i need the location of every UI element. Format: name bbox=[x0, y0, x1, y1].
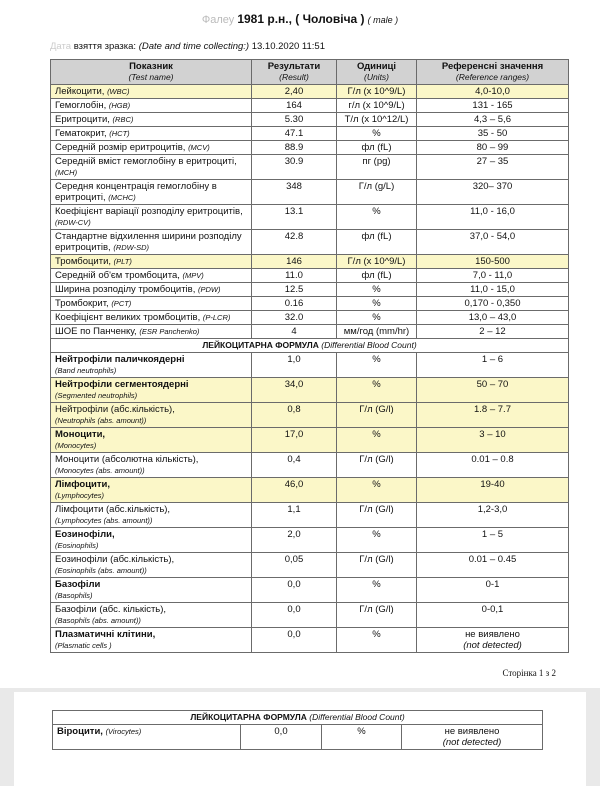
units: Г/л (g/L) bbox=[337, 180, 417, 205]
units: Г/л (G/l) bbox=[337, 603, 417, 628]
units: % bbox=[337, 127, 417, 141]
test-name: Середній вміст гемоглобіну в еритроциті, (MCH) bbox=[51, 155, 252, 180]
result-value: 17,0 bbox=[252, 428, 337, 453]
result-value: 11.0 bbox=[252, 269, 337, 283]
result-value: 0,0 bbox=[252, 628, 337, 653]
units: мм/год (mm/hr) bbox=[337, 325, 417, 339]
patient-name-redacted: Фалеу bbox=[201, 14, 235, 26]
birth-sex: 1981 р.н., ( Чоловіча ) bbox=[237, 12, 365, 26]
units: Г/л (G/l) bbox=[337, 403, 417, 428]
test-name: Базофіли (абс. кількість), (Basophils (abs. amount)) bbox=[51, 603, 252, 628]
table-row bbox=[51, 255, 569, 269]
result-value: 1,0 bbox=[252, 353, 337, 378]
reference-range: 131 - 165 bbox=[417, 99, 569, 113]
units: % bbox=[337, 478, 417, 503]
table-row bbox=[51, 403, 569, 428]
table-header bbox=[51, 60, 569, 85]
section-header: ЛЕЙКОЦИТАРНА ФОРМУЛА (Differential Blood Count) bbox=[53, 711, 543, 725]
test-name: Нейтрофіли паличкоядерні (Band neutrophils) bbox=[51, 353, 252, 378]
patient-line bbox=[0, 12, 600, 26]
test-name: Гематокрит, (HCT) bbox=[51, 127, 252, 141]
reference-range: 13,0 – 43,0 bbox=[417, 311, 569, 325]
table-row bbox=[51, 180, 569, 205]
table-row bbox=[51, 205, 569, 230]
units: фл (fL) bbox=[337, 141, 417, 155]
table-row bbox=[51, 603, 569, 628]
result-value: 348 bbox=[252, 180, 337, 205]
result-value: 1,1 bbox=[252, 503, 337, 528]
reference-range: 27 – 35 bbox=[417, 155, 569, 180]
units: % bbox=[337, 205, 417, 230]
units: % bbox=[337, 353, 417, 378]
result-value: 0,0 bbox=[252, 578, 337, 603]
test-name: Лімфоцити (абс.кількість), (Lymphocytes (abs. amount)) bbox=[51, 503, 252, 528]
units: Г/л (х 10^9/L) bbox=[337, 255, 417, 269]
reference-range: 11,0 - 16,0 bbox=[417, 205, 569, 230]
table-row bbox=[51, 297, 569, 311]
table-row: Віроцити, (Virocytes) 0,0 % не виявлено (not detected) bbox=[53, 725, 543, 750]
test-name: Нейтрофіли (абс.кількість), (Neutrophils (abs. amount)) bbox=[51, 403, 252, 428]
units: Г/л (G/l) bbox=[337, 503, 417, 528]
table-row bbox=[51, 283, 569, 297]
test-name: Базофіли (Basophils) bbox=[51, 578, 252, 603]
result-value: 46,0 bbox=[252, 478, 337, 503]
test-name: Середній розмір еритроцитів, (MCV) bbox=[51, 141, 252, 155]
col-units: Одиниці (Units) bbox=[337, 60, 417, 85]
col-test-name: Показник (Test name) bbox=[51, 60, 252, 85]
result-value: 0,05 bbox=[252, 553, 337, 578]
reference-range: 4,0-10,0 bbox=[417, 85, 569, 99]
result-value: 4 bbox=[252, 325, 337, 339]
test-name: Гемоглобін, (HGB) bbox=[51, 99, 252, 113]
table-row bbox=[51, 428, 569, 453]
collection-date-line: Дата взяття зразка: (Date and time collecting:) 13.10.2020 11:51 bbox=[50, 41, 325, 52]
result-value: 146 bbox=[252, 255, 337, 269]
result-value: 47.1 bbox=[252, 127, 337, 141]
table-row bbox=[51, 578, 569, 603]
result-value: 2,0 bbox=[252, 528, 337, 553]
table-row bbox=[51, 127, 569, 141]
units: % bbox=[337, 428, 417, 453]
table-row bbox=[51, 478, 569, 503]
reference-range: 7,0 - 11,0 bbox=[417, 269, 569, 283]
reference-range: 19-40 bbox=[417, 478, 569, 503]
units: % bbox=[337, 578, 417, 603]
units: % bbox=[337, 378, 417, 403]
col-reference: Референсні значення (Reference ranges) bbox=[417, 60, 569, 85]
table-row bbox=[51, 141, 569, 155]
col-result: Результати (Result) bbox=[252, 60, 337, 85]
test-name: Тромбоцити, (PLT) bbox=[51, 255, 252, 269]
page-number: Сторінка 1 з 2 bbox=[502, 668, 556, 678]
table-row bbox=[51, 553, 569, 578]
reference-range: 35 - 50 bbox=[417, 127, 569, 141]
table-row bbox=[51, 503, 569, 528]
reference-range: 320– 370 bbox=[417, 180, 569, 205]
units: % bbox=[337, 297, 417, 311]
test-name: Еритроцити, (RBC) bbox=[51, 113, 252, 127]
reference-range: 11,0 - 15,0 bbox=[417, 283, 569, 297]
result-value: 0,0 bbox=[252, 603, 337, 628]
units: Г/л (G/l) bbox=[337, 453, 417, 478]
test-name: Середня концентрація гемоглобіну в еритроциті, (MCHC) bbox=[51, 180, 252, 205]
units: фл (fL) bbox=[337, 230, 417, 255]
collection-date: 13.10.2020 11:51 bbox=[251, 41, 325, 52]
test-name: Лейкоцити, (WBC) bbox=[51, 85, 252, 99]
result-value: 42.8 bbox=[252, 230, 337, 255]
test-name: Коефіцієнт варіації розподілу еритроцитів, (RDW-CV) bbox=[51, 205, 252, 230]
reference-range: 0-1 bbox=[417, 578, 569, 603]
units: Г/л (х 10^9/L) bbox=[337, 85, 417, 99]
test-name: Тромбокрит, (PCT) bbox=[51, 297, 252, 311]
result-value: 30.9 bbox=[252, 155, 337, 180]
result-value: 0,4 bbox=[252, 453, 337, 478]
reference-range: 1,2-3,0 bbox=[417, 503, 569, 528]
test-name: Плазматичні клітини, (Plasmatic cells ) bbox=[51, 628, 252, 653]
result-value: 0,8 bbox=[252, 403, 337, 428]
reference-range: не виявлено (not detected) bbox=[417, 628, 569, 653]
test-name: Коефіцієнт великих тромбоцитів, (P-LCR) bbox=[51, 311, 252, 325]
units: фл (fL) bbox=[337, 269, 417, 283]
result-value: 12.5 bbox=[252, 283, 337, 297]
sex-en: ( male ) bbox=[367, 15, 399, 25]
table-row bbox=[51, 628, 569, 653]
reference-range: 3 – 10 bbox=[417, 428, 569, 453]
units: % bbox=[337, 283, 417, 297]
table-row bbox=[51, 528, 569, 553]
table-row bbox=[51, 99, 569, 113]
reference-range: 0.01 – 0.8 bbox=[417, 453, 569, 478]
reference-range: 0-0,1 bbox=[417, 603, 569, 628]
test-name: Еозинофіли, (Eosinophils) bbox=[51, 528, 252, 553]
section-header: ЛЕЙКОЦИТАРНА ФОРМУЛА (Differential Blood Count) bbox=[51, 339, 569, 353]
table-row bbox=[51, 311, 569, 325]
table-row bbox=[51, 353, 569, 378]
units: % bbox=[337, 311, 417, 325]
test-name: Моноцити (абсолютна кількість), (Monocytes (abs. amount)) bbox=[51, 453, 252, 478]
test-name: ШОЕ по Панченку, (ESR Panchenko) bbox=[51, 325, 252, 339]
test-name: Моноцити, (Monocytes) bbox=[51, 428, 252, 453]
test-name: Лімфоцити, (Lymphocytes) bbox=[51, 478, 252, 503]
test-name: Нейтрофіли сегментоядерні (Segmented neutrophils) bbox=[51, 378, 252, 403]
reference-range: 1 – 6 bbox=[417, 353, 569, 378]
table-row bbox=[51, 85, 569, 99]
test-name: Стандартне відхилення ширини розподілу еритроцитів, (RDW-SD) bbox=[51, 230, 252, 255]
result-value: 34,0 bbox=[252, 378, 337, 403]
reference-range: 1 – 5 bbox=[417, 528, 569, 553]
result-value: 164 bbox=[252, 99, 337, 113]
reference-range: 0.01 – 0.45 bbox=[417, 553, 569, 578]
table-row bbox=[51, 230, 569, 255]
test-name: Еозинофіли (абс.кількість), (Eosinophils (abs. amount)) bbox=[51, 553, 252, 578]
reference-range: 50 – 70 bbox=[417, 378, 569, 403]
units: пг (pg) bbox=[337, 155, 417, 180]
result-value: 88.9 bbox=[252, 141, 337, 155]
units: % bbox=[337, 528, 417, 553]
units: Г/л (G/l) bbox=[337, 553, 417, 578]
table-row bbox=[51, 113, 569, 127]
units: г/л (х 10^9/L) bbox=[337, 99, 417, 113]
table-row bbox=[51, 325, 569, 339]
reference-range: 37,0 - 54,0 bbox=[417, 230, 569, 255]
reference-range: 1.8 – 7.7 bbox=[417, 403, 569, 428]
reference-range: 4,3 – 5,6 bbox=[417, 113, 569, 127]
results-table-page2 bbox=[52, 710, 543, 750]
table-row bbox=[51, 378, 569, 403]
result-value: 13.1 bbox=[252, 205, 337, 230]
units: % bbox=[337, 628, 417, 653]
reference-range: 0,170 - 0,350 bbox=[417, 297, 569, 311]
result-value: 32.0 bbox=[252, 311, 337, 325]
table-row bbox=[51, 155, 569, 180]
results-table bbox=[50, 59, 569, 653]
test-name: Ширина розподілу тромбоцитів, (PDW) bbox=[51, 283, 252, 297]
test-name: Середній об'єм тромбоцита, (MPV) bbox=[51, 269, 252, 283]
result-value: 2,40 bbox=[252, 85, 337, 99]
table-row bbox=[51, 453, 569, 478]
table-row bbox=[51, 269, 569, 283]
result-value: 5.30 bbox=[252, 113, 337, 127]
units: Т/л (х 10^12/L) bbox=[337, 113, 417, 127]
reference-range: 150-500 bbox=[417, 255, 569, 269]
reference-range: 2 – 12 bbox=[417, 325, 569, 339]
result-value: 0.16 bbox=[252, 297, 337, 311]
reference-range: 80 – 99 bbox=[417, 141, 569, 155]
